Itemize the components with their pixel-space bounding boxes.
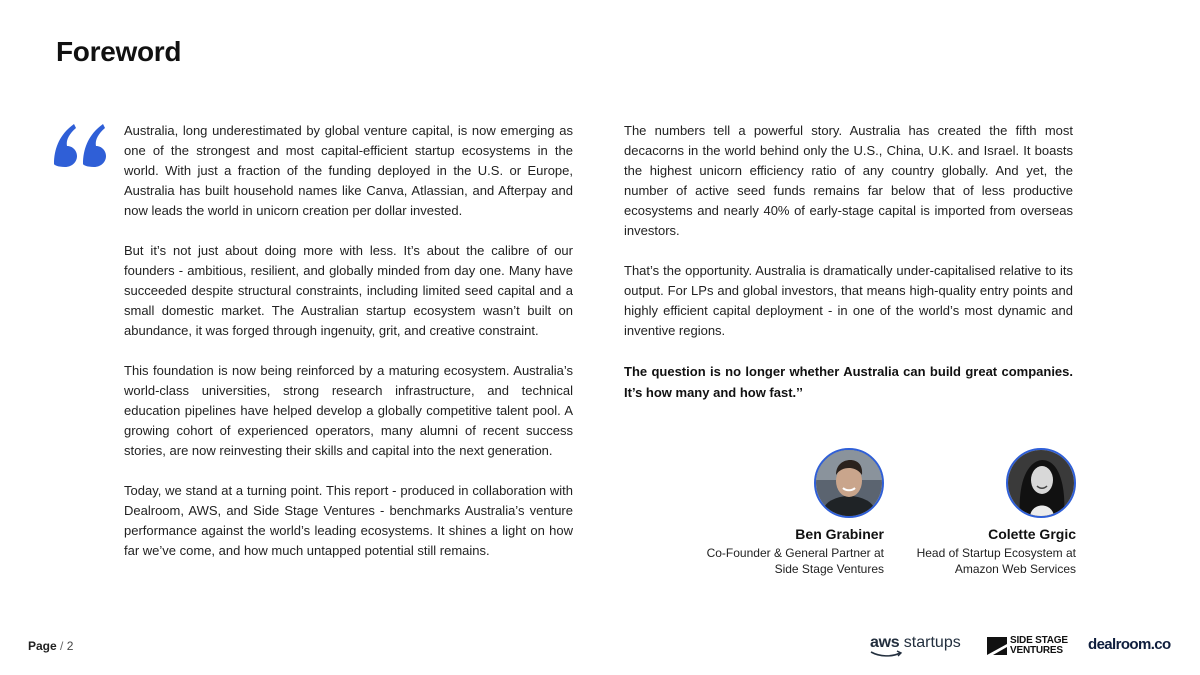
foreword-left-column bbox=[124, 121, 573, 581]
paragraph: This foundation is now being reinforced by a maturing ecosystem. Australia’s world-class universities, strong research infrastructure, and technical education pipelines have helped develop a globally competitive talent pool. A growing cohort of experienced operators, many alumni of recent success stories, are now reinvesting their skills and capital into the next generation. bbox=[124, 363, 573, 458]
author-role bbox=[917, 545, 1076, 577]
author-name: Colette Grgic bbox=[988, 526, 1076, 542]
page-number bbox=[28, 639, 73, 653]
side-stage-wordmark bbox=[1010, 636, 1068, 656]
paragraph: Today, we stand at a turning point. This report - produced in collaboration with Dealroom, AWS, and Side Stage Ventures - benchmarks Australia’s venture performance against the world’s leading ecosystems. It shines a light on how far we’ve come, and how much untapped potential still remains. bbox=[124, 483, 573, 558]
author-role bbox=[707, 545, 884, 577]
closing-statement: The question is no longer whether Australia can build great companies. It’s how many and how fast.’’ bbox=[624, 364, 1073, 400]
paragraph: Australia, long underestimated by global venture capital, is now emerging as one of the strongest and most capital-efficient startup ecosystems in the world. With just a fraction of the funding deployed in the U.S. or Europe, Australia has built household names like Canva, Atlassian, and Afterpay and now leads the world in unicorn creation per dollar invested. bbox=[124, 123, 573, 218]
paragraph: The numbers tell a powerful story. Australia has created the fifth most decacorns in the world behind only the U.S., China, U.K. and Israel. It boasts the highest unicorn efficiency ratio of any country globally. And yet, the number of active seed funds remains far below that of less productive ecosystems and nearly 40% of early-stage capital is imported from overseas investors. bbox=[624, 123, 1073, 238]
author-name: Ben Grabiner bbox=[795, 526, 884, 542]
aws-startups-logo bbox=[870, 634, 961, 652]
page-title: Foreword bbox=[56, 36, 182, 67]
aws-logo-word: aws bbox=[870, 634, 900, 651]
avatar bbox=[1006, 448, 1076, 518]
author-role-line: Amazon Web Services bbox=[954, 562, 1076, 576]
paragraph: That’s the opportunity. Australia is dramatically under-capitalised relative to its output. For LPs and global investors, that means high-quality entry points and highly efficient capital deployment - in one of the world’s most dynamic and inventive regions. bbox=[624, 263, 1073, 338]
author-role-line: Head of Startup Ecosystem at bbox=[916, 546, 1076, 560]
dealroom-logo: dealroom.co bbox=[1088, 636, 1171, 653]
author-role-line: Co-Founder & General Partner at bbox=[706, 546, 884, 560]
open-quote-icon bbox=[50, 108, 110, 178]
author-role-line: Side Stage Ventures bbox=[774, 562, 884, 576]
page-number-value: 2 bbox=[66, 639, 74, 653]
side-stage-ventures-logo bbox=[987, 636, 1068, 656]
side-stage-line: VENTURES bbox=[1010, 645, 1063, 656]
side-stage-mark-icon bbox=[987, 637, 1007, 655]
side-stage-line: SIDE STAGE bbox=[1010, 635, 1068, 646]
paragraph: But it’s not just about doing more with less. It’s about the calibre of our founders - ambitious, resilient, and globally minded from day one. Many have succeeded despite structural constraints, including limited seed capital and a small domestic market. The Australian startup ecosystem wasn’t built on abundance, it was forged through ingenuity, grit, and creative constraint. bbox=[124, 243, 573, 338]
foreword-right-column bbox=[624, 121, 1073, 423]
avatar bbox=[814, 448, 884, 518]
aws-logo-suffix: startups bbox=[903, 634, 961, 651]
aws-smile-icon bbox=[870, 650, 904, 658]
page-label: Page bbox=[28, 639, 57, 653]
page-separator: / bbox=[60, 639, 64, 653]
